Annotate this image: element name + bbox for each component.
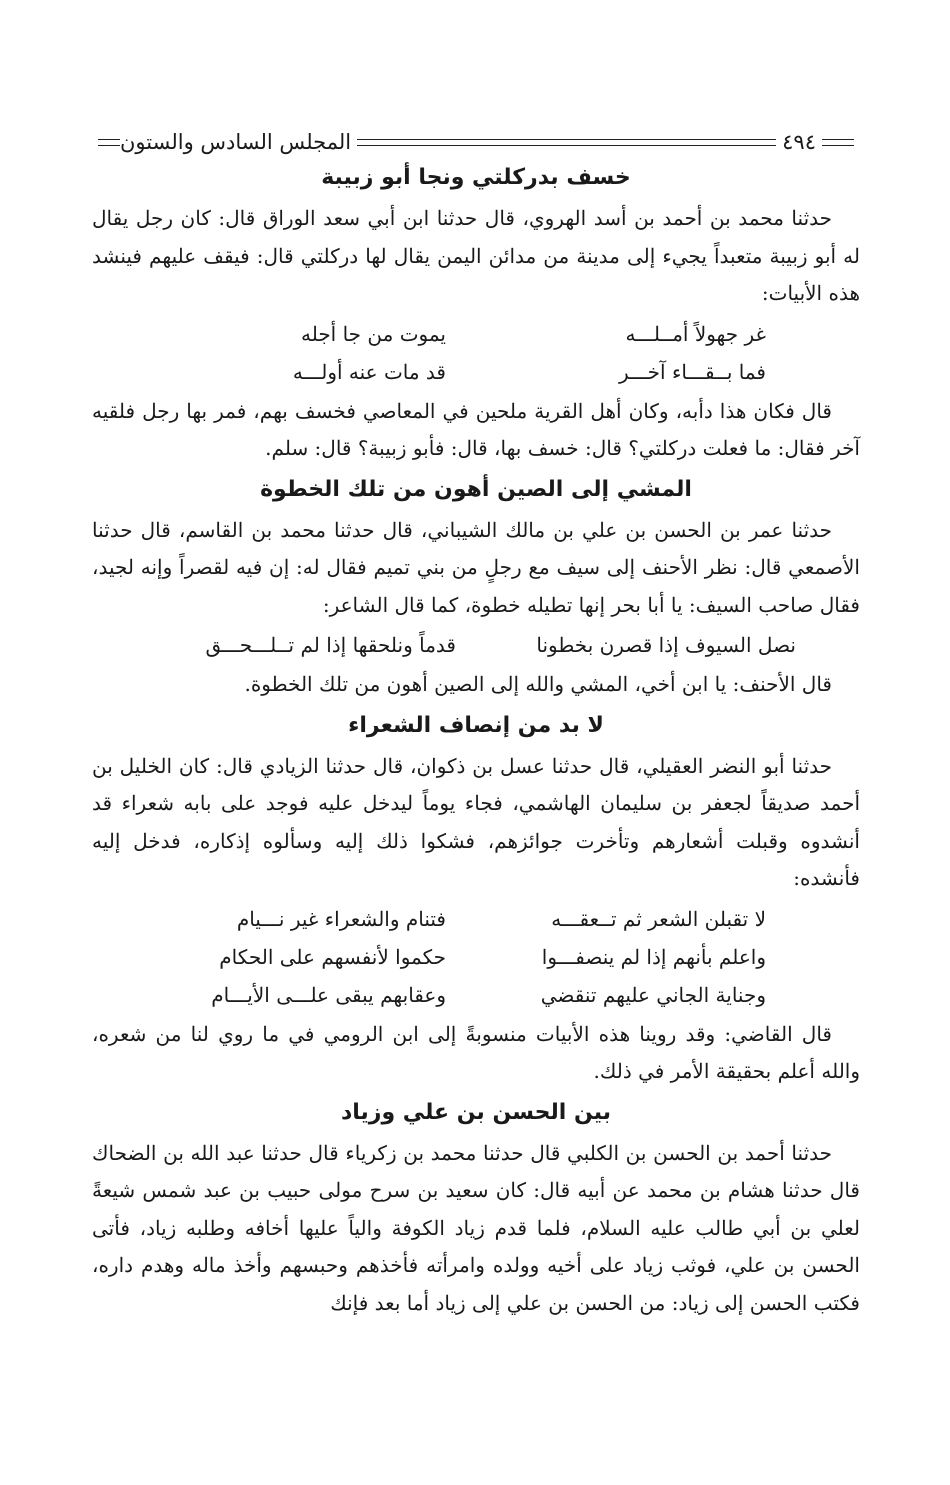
verse-second-hemistich: يموت من جا أجله [300,321,446,346]
paragraph: قال فكان هذا دأبه، وكان أهل القرية ملحين في المعاصي فخسف بهم، فمر بها رجل فلقيه آخر فقال: ما فعلت دركلتي؟ قال: خسف بها، قال: فأبو زبيبة؟ قال: سلم. [92,398,860,460]
verse-line [92,626,860,664]
verse-first-hemistich: لا تقبلن الشعر ثم تــعقـــه [551,906,766,931]
running-title: المجلس السادس والستون [120,130,352,154]
verse-second-hemistich: فتنام والشعراء غير نـــيام [236,906,446,931]
header-rule-left [98,139,120,146]
section-title: المشي إلى الصين أهون من تلك الخطوة [260,476,692,502]
book-page [92,128,860,1322]
paragraph: قال الأحنف: يا ابن أخي، المشي والله إلى الصين أهون من تلك الخطوة. [244,672,832,696]
verse-first-hemistich: واعلم بأنهم إذا لم ينصفـــوا [541,944,766,969]
paragraph: حدثنا أحمد بن الحسن بن الكلبي قال حدثنا محمد بن زكرياء قال حدثنا عبد الله بن الضحاك قال حدثنا هشام بن محمد عن أبيه قال: كان سعيد بن سرح مولى حبيب بن عبد شمس شيعةً لعلي بن أبي طالب عليه السلام، فلما قدم زياد الكوفة والياً عليها أخافه وطلبه زياد، فأتى الحسن بن علي، فوثب زياد على أخيه وولده وامرأته فأخذهم وحبسهم وأخذ ماله وهدم داره، فكتب الحسن إلى زياد: من الحسن بن علي إلى زياد أما بعد فإنك [92,1140,860,1315]
paragraph: قال القاضي: وقد روينا هذه الأبيات منسوبةً إلى ابن الرومي في ما روي لنا من شعره، والله أعلم بحقيقة الأمر في ذلك. [92,1021,860,1083]
verse-line [92,900,860,938]
verse-second-hemistich: حكموا لأنفسهم على الحكام [219,944,446,969]
running-header [92,128,860,156]
page-number: ٤٩٤ [782,130,816,154]
verse-line [92,315,860,353]
verse-line [92,353,860,391]
verse-first-hemistich: فما بــقـــاء آخـــر [619,359,766,384]
poem [92,315,860,391]
paragraph: حدثنا محمد بن أحمد بن أسد الهروي، قال حدثنا ابن أبي سعد الوراق قال: كان رجل يقال له أبو زبيبة متعبداً يجيء إلى مدينة من مدائن اليمن يقال لها دركلتي قال: فيقف عليهم فينشد هذه الأبيات: [92,206,860,305]
verse-second-hemistich: وعقابهم يبقى علـــى الأيـــام [211,982,446,1007]
header-rule-middle [357,139,776,146]
paragraph: حدثنا أبو النضر العقيلي، قال حدثنا عسل بن ذكوان، قال حدثنا الزيادي قال: كان الخليل بن أحمد صديقاً لجعفر بن سليمان الهاشمي، فجاء يوماً ليدخل عليه فوجد على بابه شعراء قد أنشدوه وقبلت أشعارهم وتأخرت جوائزهم، فشكوا ذلك إليه وسألوه إذكاره، فدخل إليه فأنشده: [92,753,860,890]
header-rule-right [822,139,854,146]
section-title: بين الحسن بن علي وزياد [341,1099,611,1125]
verse-line [92,938,860,976]
poem [92,900,860,1014]
verse-first-hemistich: وجناية الجاني عليهم تنقضي [540,982,766,1007]
verse-second-hemistich: قدماً ونلحقها إذا لم تــلـــحـــق [205,633,456,657]
poem [92,626,860,664]
section-title: خسف بدركلتي ونجا أبو زبيبة [321,165,631,190]
verse-second-hemistich: قد مات عنه أولـــه [292,359,446,384]
verse-first-hemistich: نصل السيوف إذا قصرن بخطونا [536,633,796,657]
verse-line [92,976,860,1014]
section-title: لا بد من إنصاف الشعراء [348,712,604,738]
paragraph: حدثنا عمر بن الحسن بن علي بن مالك الشيباني، قال حدثنا محمد بن القاسم، قال حدثنا الأصمعي قال: نظر الأحنف إلى سيف مع رجلٍ من بني تميم فقال له: إن فيه لقصراً وإنه لجيد، فقال صاحب السيف: يا أبا بحر إنها تطيله خطوة، كما قال الشاعر: [92,517,860,617]
verse-first-hemistich: غر جهولاً أمــلـــه [625,321,766,346]
